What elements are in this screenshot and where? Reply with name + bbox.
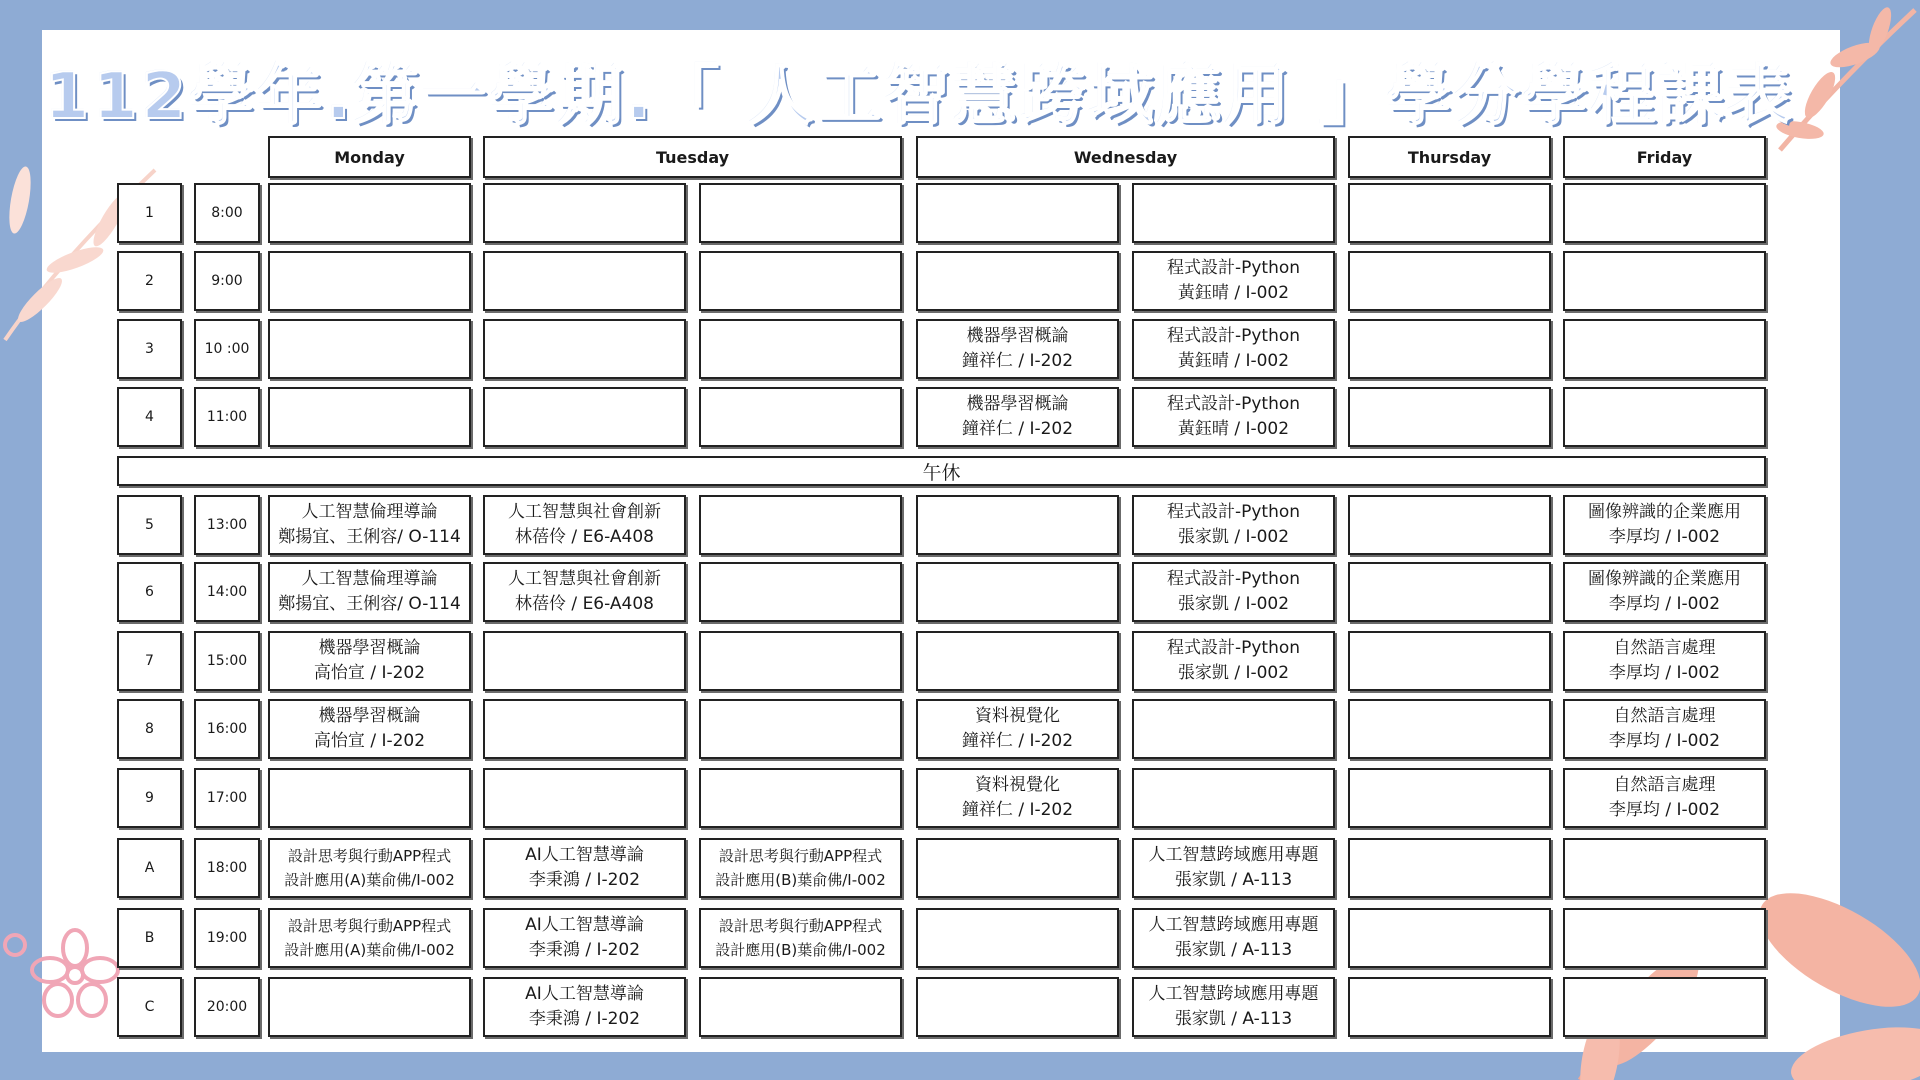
day-header-label: Tuesday bbox=[655, 147, 730, 167]
period-index-cell bbox=[117, 838, 182, 898]
course-name: 程式設計-Python bbox=[1166, 569, 1301, 589]
empty-slot-cell bbox=[916, 495, 1119, 555]
period-index: C bbox=[144, 999, 155, 1015]
period-time-cell bbox=[194, 319, 260, 379]
empty-slot-cell bbox=[1348, 631, 1551, 691]
empty-slot-cell bbox=[483, 768, 686, 828]
course-cell bbox=[1563, 699, 1766, 759]
period-time-cell bbox=[194, 183, 260, 243]
period-index-cell bbox=[117, 908, 182, 968]
empty-slot-cell bbox=[916, 251, 1119, 311]
course-instructor-room: 鐘祥仁 / I-202 bbox=[961, 800, 1074, 820]
period-index-cell bbox=[117, 562, 182, 622]
empty-slot-cell bbox=[1348, 319, 1551, 379]
period-time: 15:00 bbox=[206, 653, 248, 669]
course-name: 程式設計-Python bbox=[1166, 258, 1301, 278]
period-time: 16:00 bbox=[206, 721, 248, 737]
course-instructor-room: 張家凱 / I-002 bbox=[1177, 663, 1290, 683]
course-cell bbox=[268, 699, 471, 759]
course-instructor-room: 李厚均 / I-002 bbox=[1608, 527, 1721, 547]
empty-slot-cell bbox=[699, 495, 902, 555]
empty-slot-cell bbox=[916, 838, 1119, 898]
course-cell bbox=[1563, 562, 1766, 622]
course-cell bbox=[1132, 631, 1335, 691]
course-cell bbox=[1132, 562, 1335, 622]
course-name: 人工智慧與社會創新 bbox=[508, 569, 661, 589]
course-instructor-room: 黃鈺晴 / I-002 bbox=[1177, 283, 1290, 303]
day-header-tuesday bbox=[483, 136, 902, 178]
period-index: B bbox=[144, 930, 155, 946]
course-name: 程式設計-Python bbox=[1166, 638, 1301, 658]
course-instructor-room: 林蓓伶 / E6-A408 bbox=[515, 527, 654, 547]
period-time: 18:00 bbox=[206, 860, 248, 876]
period-time: 14:00 bbox=[206, 584, 248, 600]
course-name: 機器學習概論 bbox=[318, 706, 421, 726]
empty-slot-cell bbox=[1348, 838, 1551, 898]
period-time: 20:00 bbox=[206, 999, 248, 1015]
day-header-label: Wednesday bbox=[1073, 147, 1178, 167]
period-index-cell bbox=[117, 699, 182, 759]
empty-slot-cell bbox=[1132, 699, 1335, 759]
period-index-cell bbox=[117, 631, 182, 691]
course-name: 機器學習概論 bbox=[966, 326, 1069, 346]
empty-slot-cell bbox=[268, 387, 471, 447]
course-instructor-room: 李秉鴻 / I-202 bbox=[528, 940, 641, 960]
course-cell bbox=[1132, 495, 1335, 555]
empty-slot-cell bbox=[483, 251, 686, 311]
empty-slot-cell bbox=[1348, 387, 1551, 447]
course-name: 設計思考與行動APP程式 bbox=[718, 847, 883, 865]
course-instructor-room: 李秉鴻 / I-202 bbox=[528, 1009, 641, 1029]
course-name: 圖像辨識的企業應用 bbox=[1588, 569, 1741, 589]
period-time: 19:00 bbox=[206, 930, 248, 946]
empty-slot-cell bbox=[1132, 183, 1335, 243]
period-time: 10 :00 bbox=[204, 341, 250, 357]
period-time: 13:00 bbox=[206, 517, 248, 533]
day-header-thursday bbox=[1348, 136, 1551, 178]
course-name: 自然語言處理 bbox=[1613, 638, 1716, 658]
day-header-friday bbox=[1563, 136, 1766, 178]
course-name: AI人工智慧導論 bbox=[525, 984, 644, 1004]
period-index-cell bbox=[117, 768, 182, 828]
course-instructor-room: 鄭揚宜、王俐容/ O-114 bbox=[278, 594, 461, 614]
course-cell bbox=[1563, 495, 1766, 555]
empty-slot-cell bbox=[1348, 699, 1551, 759]
empty-slot-cell bbox=[1348, 495, 1551, 555]
period-time-cell bbox=[194, 495, 260, 555]
course-name: 設計思考與行動APP程式 bbox=[718, 917, 883, 935]
empty-slot-cell bbox=[1563, 977, 1766, 1037]
course-name: 資料視覺化 bbox=[975, 775, 1060, 795]
course-name: AI人工智慧導論 bbox=[525, 915, 644, 935]
period-time-cell bbox=[194, 838, 260, 898]
period-time: 8:00 bbox=[211, 205, 243, 221]
day-header-monday bbox=[268, 136, 471, 178]
period-index-cell bbox=[117, 977, 182, 1037]
course-cell bbox=[1132, 251, 1335, 311]
course-cell bbox=[916, 699, 1119, 759]
empty-slot-cell bbox=[483, 319, 686, 379]
lunch-label: 午休 bbox=[922, 461, 961, 484]
course-name: 程式設計-Python bbox=[1166, 502, 1301, 522]
course-instructor-room: 李厚均 / I-002 bbox=[1608, 800, 1721, 820]
course-cell bbox=[1563, 631, 1766, 691]
empty-slot-cell bbox=[699, 631, 902, 691]
course-cell bbox=[1132, 908, 1335, 968]
period-time: 9:00 bbox=[211, 273, 243, 289]
course-instructor-room: 設計應用(A)葉俞佛/I-002 bbox=[284, 871, 455, 889]
course-name: 人工智慧跨域應用專題 bbox=[1148, 984, 1319, 1004]
empty-slot-cell bbox=[1563, 908, 1766, 968]
empty-slot-cell bbox=[916, 183, 1119, 243]
course-name: 人工智慧倫理導論 bbox=[301, 569, 438, 589]
empty-slot-cell bbox=[1348, 977, 1551, 1037]
period-index: 1 bbox=[145, 205, 154, 221]
course-cell bbox=[1132, 319, 1335, 379]
period-time-cell bbox=[194, 251, 260, 311]
course-instructor-room: 李厚均 / I-002 bbox=[1608, 663, 1721, 683]
course-instructor-room: 張家凱 / I-002 bbox=[1177, 527, 1290, 547]
course-name: 機器學習概論 bbox=[966, 394, 1069, 414]
course-cell bbox=[268, 908, 471, 968]
course-instructor-room: 張家凱 / I-002 bbox=[1177, 594, 1290, 614]
course-instructor-room: 設計應用(A)葉俞佛/I-002 bbox=[284, 941, 455, 959]
empty-slot-cell bbox=[699, 699, 902, 759]
empty-slot-cell bbox=[699, 562, 902, 622]
day-header-label: Monday bbox=[334, 147, 405, 167]
course-name: 人工智慧倫理導論 bbox=[301, 502, 438, 522]
course-cell bbox=[268, 838, 471, 898]
course-cell bbox=[483, 977, 686, 1037]
page-title: 112學年.第一學期.「 人工智慧跨域應用 」學分學程課表 bbox=[44, 60, 1796, 134]
empty-slot-cell bbox=[1348, 562, 1551, 622]
period-index: 8 bbox=[145, 721, 154, 737]
empty-slot-cell bbox=[483, 631, 686, 691]
course-cell bbox=[483, 838, 686, 898]
course-name: 自然語言處理 bbox=[1613, 775, 1716, 795]
course-instructor-room: 李厚均 / I-002 bbox=[1608, 731, 1721, 751]
period-index: 5 bbox=[145, 517, 154, 533]
empty-slot-cell bbox=[1348, 183, 1551, 243]
period-index: 7 bbox=[145, 653, 154, 669]
course-name: 設計思考與行動APP程式 bbox=[287, 917, 452, 935]
empty-slot-cell bbox=[916, 908, 1119, 968]
course-instructor-room: 鐘祥仁 / I-202 bbox=[961, 731, 1074, 751]
course-name: 程式設計-Python bbox=[1166, 394, 1301, 414]
empty-slot-cell bbox=[699, 977, 902, 1037]
empty-slot-cell bbox=[268, 183, 471, 243]
empty-slot-cell bbox=[916, 977, 1119, 1037]
empty-slot-cell bbox=[1563, 387, 1766, 447]
empty-slot-cell bbox=[699, 768, 902, 828]
period-time-cell bbox=[194, 387, 260, 447]
course-name: 自然語言處理 bbox=[1613, 706, 1716, 726]
course-name: 圖像辨識的企業應用 bbox=[1588, 502, 1741, 522]
course-instructor-room: 設計應用(B)葉俞佛/I-002 bbox=[715, 871, 886, 889]
course-instructor-room: 黃鈺晴 / I-002 bbox=[1177, 351, 1290, 371]
empty-slot-cell bbox=[268, 251, 471, 311]
course-name: AI人工智慧導論 bbox=[525, 845, 644, 865]
empty-slot-cell bbox=[1348, 908, 1551, 968]
period-time-cell bbox=[194, 631, 260, 691]
empty-slot-cell bbox=[1563, 251, 1766, 311]
period-index: 3 bbox=[145, 341, 154, 357]
course-cell bbox=[916, 387, 1119, 447]
course-cell bbox=[268, 562, 471, 622]
course-cell bbox=[1132, 838, 1335, 898]
course-cell bbox=[483, 908, 686, 968]
course-name: 人工智慧與社會創新 bbox=[508, 502, 661, 522]
period-time: 17:00 bbox=[206, 790, 248, 806]
period-time-cell bbox=[194, 977, 260, 1037]
empty-slot-cell bbox=[916, 562, 1119, 622]
course-name: 人工智慧跨域應用專題 bbox=[1148, 915, 1319, 935]
period-index: A bbox=[144, 860, 155, 876]
empty-slot-cell bbox=[1348, 251, 1551, 311]
empty-slot-cell bbox=[268, 768, 471, 828]
lunch-break-bar bbox=[117, 456, 1766, 486]
course-name: 機器學習概論 bbox=[318, 638, 421, 658]
period-time-cell bbox=[194, 768, 260, 828]
course-cell bbox=[483, 495, 686, 555]
course-cell bbox=[699, 908, 902, 968]
course-instructor-room: 鐘祥仁 / I-202 bbox=[961, 419, 1074, 439]
empty-slot-cell bbox=[699, 387, 902, 447]
period-index: 2 bbox=[145, 273, 154, 289]
empty-slot-cell bbox=[1563, 838, 1766, 898]
course-instructor-room: 李秉鴻 / I-202 bbox=[528, 870, 641, 890]
period-time-cell bbox=[194, 699, 260, 759]
course-name: 程式設計-Python bbox=[1166, 326, 1301, 346]
course-cell bbox=[1563, 768, 1766, 828]
empty-slot-cell bbox=[1348, 768, 1551, 828]
course-cell bbox=[916, 768, 1119, 828]
course-cell bbox=[268, 631, 471, 691]
empty-slot-cell bbox=[699, 251, 902, 311]
period-index: 9 bbox=[145, 790, 154, 806]
empty-slot-cell bbox=[1132, 768, 1335, 828]
period-index-cell bbox=[117, 495, 182, 555]
course-instructor-room: 張家凱 / A-113 bbox=[1174, 870, 1293, 890]
empty-slot-cell bbox=[268, 977, 471, 1037]
course-instructor-room: 林蓓伶 / E6-A408 bbox=[515, 594, 654, 614]
course-cell bbox=[699, 838, 902, 898]
course-instructor-room: 張家凱 / A-113 bbox=[1174, 940, 1293, 960]
period-index-cell bbox=[117, 387, 182, 447]
course-instructor-room: 高怡宣 / I-202 bbox=[313, 663, 426, 683]
course-instructor-room: 鄭揚宜、王俐容/ O-114 bbox=[278, 527, 461, 547]
empty-slot-cell bbox=[1563, 319, 1766, 379]
course-cell bbox=[1132, 387, 1335, 447]
day-header-label: Friday bbox=[1636, 147, 1693, 167]
empty-slot-cell bbox=[483, 183, 686, 243]
course-name: 人工智慧跨域應用專題 bbox=[1148, 845, 1319, 865]
day-header-wednesday bbox=[916, 136, 1335, 178]
empty-slot-cell bbox=[483, 699, 686, 759]
course-name: 設計思考與行動APP程式 bbox=[287, 847, 452, 865]
course-cell bbox=[1132, 977, 1335, 1037]
period-index-cell bbox=[117, 319, 182, 379]
course-instructor-room: 高怡宣 / I-202 bbox=[313, 731, 426, 751]
period-index-cell bbox=[117, 251, 182, 311]
empty-slot-cell bbox=[699, 183, 902, 243]
course-instructor-room: 李厚均 / I-002 bbox=[1608, 594, 1721, 614]
course-cell bbox=[916, 319, 1119, 379]
period-index: 4 bbox=[145, 409, 154, 425]
empty-slot-cell bbox=[268, 319, 471, 379]
course-instructor-room: 鐘祥仁 / I-202 bbox=[961, 351, 1074, 371]
period-index-cell bbox=[117, 183, 182, 243]
course-instructor-room: 張家凱 / A-113 bbox=[1174, 1009, 1293, 1029]
course-cell bbox=[483, 562, 686, 622]
day-header-label: Thursday bbox=[1407, 147, 1492, 167]
period-time: 11:00 bbox=[206, 409, 248, 425]
period-time-cell bbox=[194, 562, 260, 622]
period-index: 6 bbox=[145, 584, 154, 600]
course-name: 資料視覺化 bbox=[975, 706, 1060, 726]
empty-slot-cell bbox=[699, 319, 902, 379]
course-instructor-room: 黃鈺晴 / I-002 bbox=[1177, 419, 1290, 439]
empty-slot-cell bbox=[916, 631, 1119, 691]
period-time-cell bbox=[194, 908, 260, 968]
empty-slot-cell bbox=[1563, 183, 1766, 243]
empty-slot-cell bbox=[483, 387, 686, 447]
course-instructor-room: 設計應用(B)葉俞佛/I-002 bbox=[715, 941, 886, 959]
course-cell bbox=[268, 495, 471, 555]
